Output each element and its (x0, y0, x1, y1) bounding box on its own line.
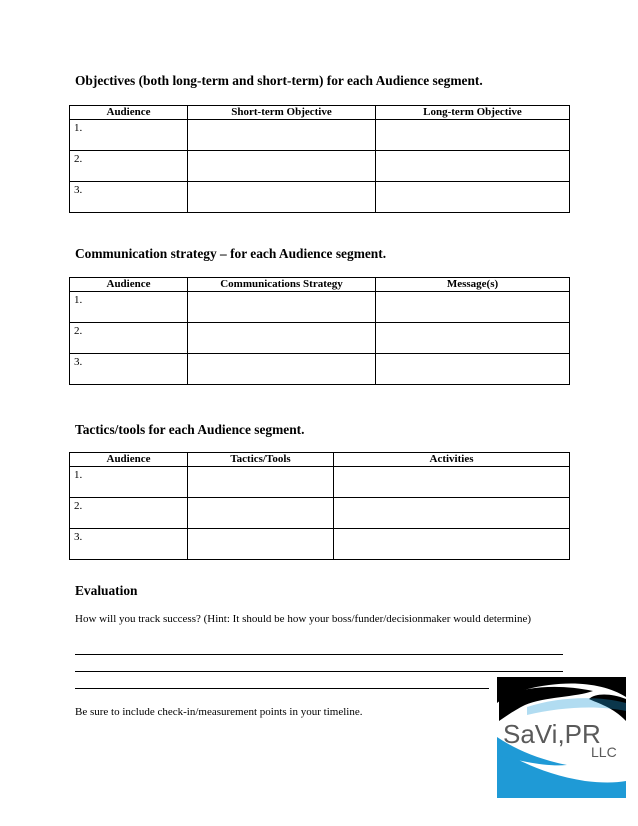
table-header-row (70, 453, 570, 467)
table-cell[interactable] (376, 292, 570, 323)
column-header-strategy: Communications Strategy (188, 278, 376, 292)
row-number: 2. (70, 498, 188, 529)
table-cell[interactable] (376, 182, 570, 213)
column-header-audience: Audience (70, 106, 188, 120)
table-cell[interactable] (188, 529, 334, 560)
table-cell[interactable] (334, 498, 570, 529)
table-header-row (70, 106, 570, 120)
column-header-short-term: Short-term Objective (188, 106, 376, 120)
logo-text: SaVi,PR (503, 719, 601, 749)
communication-heading: Communication strategy – for each Audience segment. (75, 246, 387, 261)
table-cell[interactable] (376, 354, 570, 385)
row-number: 1. (70, 120, 188, 151)
column-header-long-term: Long-term Objective (376, 106, 570, 120)
tactics-heading: Tactics/tools for each Audience segment. (75, 422, 305, 437)
answer-line[interactable] (75, 654, 563, 655)
answer-line[interactable] (75, 671, 563, 672)
table-row (70, 467, 570, 498)
column-header-audience: Audience (70, 453, 188, 467)
table-row (70, 498, 570, 529)
savi-pr-logo (497, 677, 626, 798)
objectives-heading: Objectives (both long-term and short-term) for each Audience segment. (75, 73, 483, 88)
row-number: 2. (70, 323, 188, 354)
row-number: 2. (70, 151, 188, 182)
table-cell[interactable] (188, 323, 376, 354)
table-row (70, 120, 570, 151)
table-row (70, 151, 570, 182)
column-header-tactics: Tactics/Tools (188, 453, 334, 467)
table-row (70, 354, 570, 385)
table-header-row (70, 278, 570, 292)
table-cell[interactable] (376, 151, 570, 182)
table-cell[interactable] (188, 467, 334, 498)
column-header-messages: Message(s) (376, 278, 570, 292)
row-number: 3. (70, 529, 188, 560)
evaluation-heading: Evaluation (75, 583, 138, 598)
row-number: 1. (70, 292, 188, 323)
column-header-audience: Audience (70, 278, 188, 292)
table-cell[interactable] (188, 292, 376, 323)
table-cell[interactable] (188, 182, 376, 213)
table-cell[interactable] (188, 498, 334, 529)
table-row (70, 529, 570, 560)
evaluation-note: Be sure to include check-in/measurement points in your timeline. (75, 706, 363, 718)
table-row (70, 182, 570, 213)
evaluation-question: How will you track success? (Hint: It should be how your boss/funder/decisionmaker would determine) (75, 613, 532, 625)
table-cell[interactable] (334, 529, 570, 560)
table-row (70, 292, 570, 323)
table-cell[interactable] (376, 323, 570, 354)
communication-table (69, 277, 570, 385)
table-row (70, 323, 570, 354)
row-number: 1. (70, 467, 188, 498)
objectives-table (69, 105, 570, 213)
row-number: 3. (70, 182, 188, 213)
table-cell[interactable] (188, 354, 376, 385)
logo-subtext: LLC (591, 744, 617, 760)
table-cell[interactable] (376, 120, 570, 151)
answer-line[interactable] (75, 688, 489, 689)
column-header-activities: Activities (334, 453, 570, 467)
table-cell[interactable] (188, 120, 376, 151)
row-number: 3. (70, 354, 188, 385)
table-cell[interactable] (334, 467, 570, 498)
table-cell[interactable] (188, 151, 376, 182)
tactics-table (69, 452, 570, 560)
